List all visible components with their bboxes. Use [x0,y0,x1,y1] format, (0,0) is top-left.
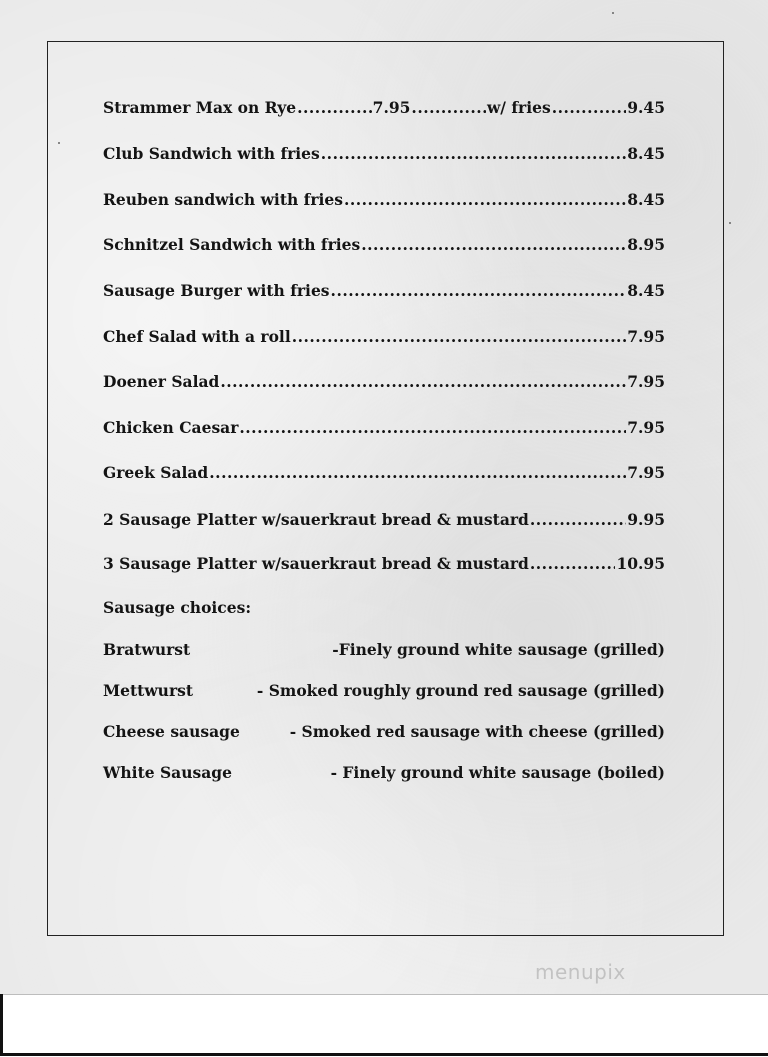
menu-item-row [103,463,665,482]
sausage-choice-row [103,640,665,662]
menu-item-row [103,372,665,391]
menu-frame [47,41,724,936]
dot-leader [530,554,616,573]
menu-item-price: 7.95 [627,372,665,391]
sausage-name: Cheese sausage [103,722,240,741]
menu-item-row [103,510,665,529]
menu-item-row [103,144,665,163]
dot-leader [209,463,626,482]
menu-item-price: 7.95 [627,418,665,437]
dot-leader [361,235,626,254]
menu-item-extra-label: w/ fries [486,98,551,117]
menu-item-name: Chicken Caesar [103,418,239,437]
dot-leader [239,418,626,437]
menu-item-name: 2 Sausage Platter w/sauerkraut bread & mustard [103,510,529,529]
sausage-choice-row [103,763,665,785]
menu-item-price: 7.95 [372,98,411,117]
dot-leader [530,510,626,529]
menu-item-row [103,235,665,254]
menu-item-name: Schnitzel Sandwich with fries [103,235,361,254]
menu-item-price: 8.95 [627,235,665,254]
menu-item-name: Chef Salad with a roll [103,327,291,346]
watermark-logo: menupix [535,960,626,984]
menu-item-row [103,281,665,300]
dot-leader [411,98,486,117]
menu-item-name: 3 Sausage Platter w/sauerkraut bread & mustard [103,554,529,573]
menu-item-name: Sausage Burger with fries [103,281,330,300]
dot-leader [552,98,627,117]
menu-item-row [103,418,665,437]
menu-item-price: 8.45 [627,281,665,300]
dot-leader [292,327,627,346]
menu-item-price: 9.95 [627,510,665,529]
sausage-name: White Sausage [103,763,232,782]
menu-item-name: Greek Salad [103,463,209,482]
menu-item-row [103,327,665,346]
sausage-name: Mettwurst [103,681,194,700]
sausage-description: - Smoked red sausage with cheese (grilled) [289,722,665,741]
sausage-description: -Finely ground white sausage (grilled) [332,640,665,659]
menu-item-name: Club Sandwich with fries [103,144,320,163]
sausage-choice-row [103,722,665,744]
menu-item-row [103,554,665,573]
menu-item-name: Reuben sandwich with fries [103,190,343,209]
menu-item-price: 7.95 [627,327,665,346]
scan-speck [729,222,731,224]
sausage-name: Bratwurst [103,640,191,659]
scan-speck [612,12,614,14]
menu-item-row [103,190,665,209]
menu-item-price: 8.45 [627,190,665,209]
dot-leader [297,98,372,117]
menu-item-price: 7.95 [627,463,665,482]
menu-item-extra-price: 9.45 [627,98,665,117]
menu-item-price: 8.45 [627,144,665,163]
scan-speck [58,142,60,144]
scan-bottom-margin [0,994,768,1057]
menu-item-name: Doener Salad [103,372,220,391]
sausage-description: - Smoked roughly ground red sausage (grilled) [256,681,665,700]
dot-leader [331,281,627,300]
menu-item-price: 10.95 [616,554,665,573]
menu-item-name: Strammer Max on Rye [103,98,297,117]
sausage-choices-heading: Sausage choices: [103,598,252,617]
dot-leader [220,372,626,391]
dot-leader [321,144,626,163]
sausage-choice-row [103,681,665,703]
sausage-description: - Finely ground white sausage (boiled) [330,763,665,782]
menu-item-row [103,98,665,117]
dot-leader [344,190,626,209]
scan-edge-left [0,994,3,1056]
